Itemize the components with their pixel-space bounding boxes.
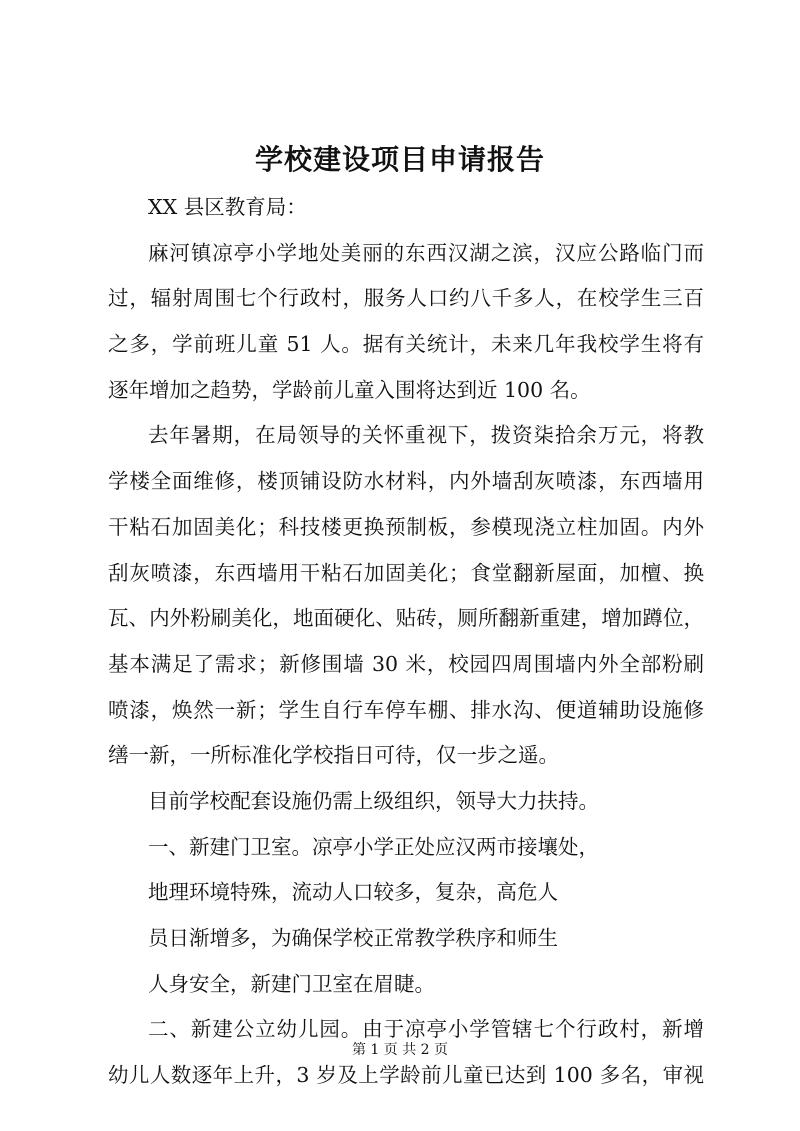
page-title: 学校建设项目申请报告	[254, 143, 545, 176]
body-line: 刮灰喷漆，东西墙用干粘石加固美化；食堂翻新屋面，加檀、换	[108, 560, 704, 585]
addressee-line: XX 县区教育局：	[148, 195, 307, 219]
body-line: 幼儿人数逐年上升，3 岁及上学龄前儿童已达到 100 多名，审视	[108, 1063, 704, 1088]
body-line: 之多，学前班儿童 51 人。据有关统计，未来几年我校学生将有	[108, 332, 704, 357]
body-line: 二、新建公立幼儿园。由于凉亭小学管辖七个行政村，新增	[148, 1017, 704, 1042]
body-line: 麻河镇凉亭小学地处美丽的东西汉湖之滨，汉应公路临门而	[148, 240, 704, 265]
body-line: 瓦、内外粉刷美化，地面硬化、贴砖，厕所翻新重建，增加蹲位，	[108, 606, 704, 631]
body-line: 喷漆，焕然一新；学生自行车停车棚、排水沟、便道辅助设施修	[108, 697, 704, 722]
body-line: 过，辐射周围七个行政村，服务人口约八千多人，在校学生三百	[108, 286, 704, 311]
body-line: 学楼全面维修，楼顶铺设防水材料，内外墙刮灰喷漆，东西墙用	[108, 469, 704, 494]
body-line: 员日渐增多，为确保学校正常教学秩序和师生	[148, 926, 558, 950]
document-body	[108, 185, 704, 1099]
body-line: 目前学校配套设施仍需上级组织，领导大力扶持。	[148, 788, 599, 813]
body-line: 去年暑期，在局领导的关怀重视下，拨资柒拾余万元，将教	[148, 423, 704, 448]
body-line: 地理环境特殊，流动人口较多，复杂，高危人	[148, 880, 558, 905]
body-line: 缮一新，一所标准化学校指日可待，仅一步之遥。	[108, 743, 559, 768]
body-line: 逐年增加之趋势，学龄前儿童入围将达到近 100 名。	[108, 377, 591, 402]
body-line: 干粘石加固美化；科技楼更换预制板，参模现浇立柱加固。内外	[108, 514, 704, 539]
body-line: 基本满足了需求；新修围墙 30 米，校园四周围墙内外全部粉刷	[108, 651, 704, 676]
body-line: 一、新建门卫室。凉亭小学正处应汉两市接壤处，	[148, 834, 599, 859]
body-line: 人身安全，新建门卫室在眉睫。	[148, 971, 435, 996]
page-footer: 第 1 页 共 2 页	[351, 1042, 449, 1058]
